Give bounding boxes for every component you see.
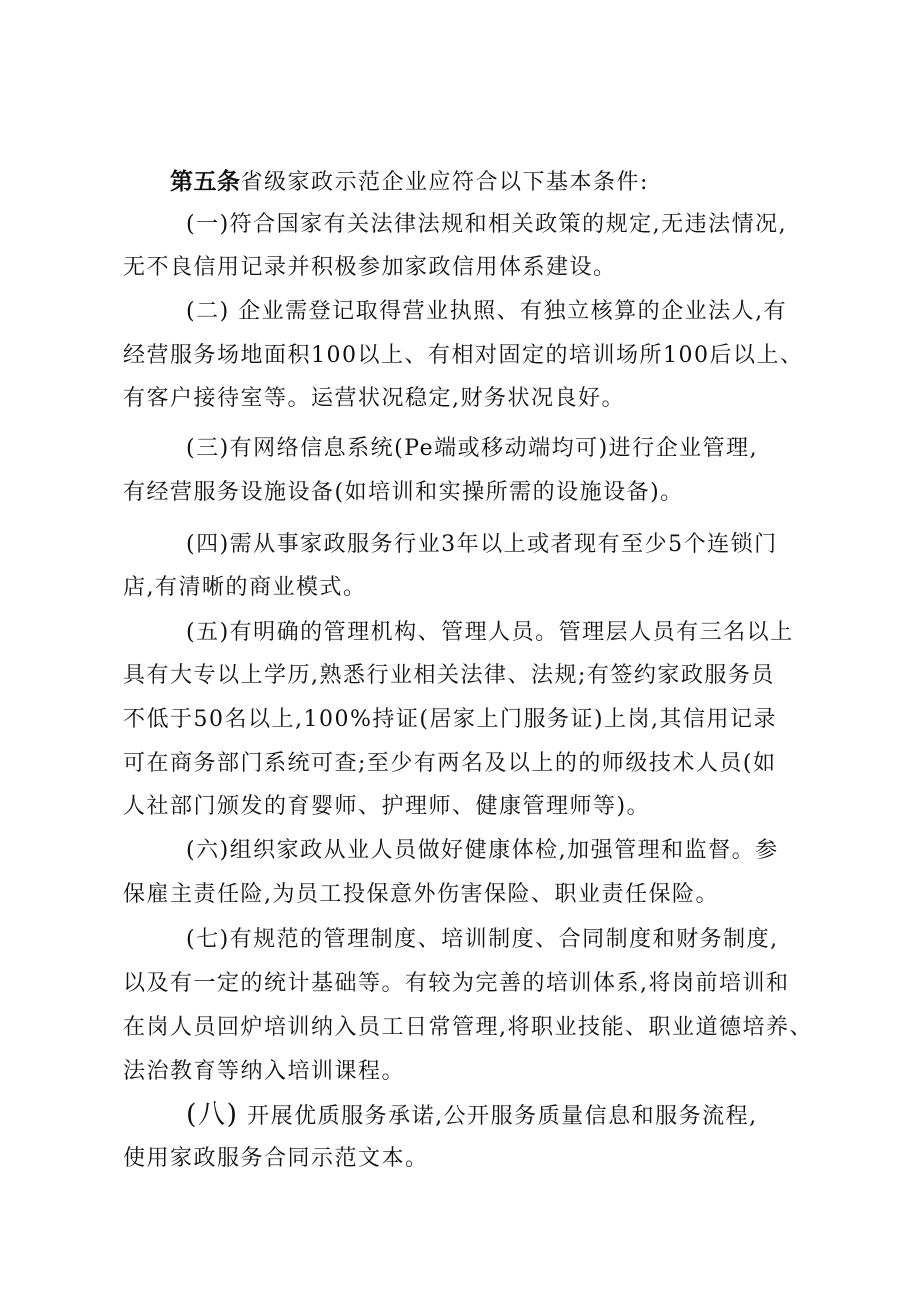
item-4-line-1: (四)需从事家政服务行业3年以上或者现有至少5个连锁门 (186, 532, 778, 557)
item-8-line-1 (186, 1100, 758, 1132)
item-5-line-1: (五)有明确的管理机构、管理人员。管理层人员有三名以上 (186, 620, 794, 645)
item-5-line-2: 具有大专以上学历,熟悉行业相关法律、法规;有签约家政服务员 (123, 663, 775, 688)
item-7-line-2: 以及有一定的统计基础等。有较为完善的培训体系,将岗前培训和 (123, 971, 790, 996)
item-8-line-1-text: 开展优质服务承诺,公开服务质量信息和服务流程, (238, 1104, 758, 1129)
item-1-line-2: 无不良信用记录并积极参加家政信用体系建设。 (123, 255, 617, 280)
item-2-line-1: (二) 企业需登记取得营业执照、有独立核算的企业法人,有 (186, 299, 788, 324)
item-2-line-3: 有客户接待室等。运营状况稳定,财务状况良好。 (123, 386, 625, 411)
item-5-line-5: 人社部门颁发的育婴师、护理师、健康管理师等)。 (123, 794, 651, 819)
item-1-line-1: (一)符合国家有关法律法规和相关政策的规定,无违法情况, (186, 212, 788, 237)
item-5-line-3: 不低于50名以上,100%持证(居家上门服务证)上岗,其信用记录 (123, 707, 778, 732)
item-8-number: (八) (186, 1099, 239, 1130)
item-5-line-4: 可在商务部门系统可查;至少有两名及以上的的师级技术人员(如 (123, 751, 777, 776)
item-6-line-1: (六)组织家政从业人员做好健康体检,加强管理和监督。参 (186, 838, 779, 863)
item-2-line-2: 经营服务场地面积100以上、有相对固定的培训场所100后以上、 (123, 343, 804, 368)
article-heading (170, 167, 649, 198)
item-3-line-1: (三)有网络信息系统(Pe端或移动端均可)进行企业管理, (186, 436, 759, 461)
item-8-line-2: 使用家政服务合同示范文本。 (123, 1146, 429, 1171)
article-heading-text: 省级家政示范企业应符合以下基本条件: (240, 170, 649, 195)
item-7-line-3: 在岗人员回炉培训纳入员工日常管理,将职业技能、职业道德培养、 (123, 1015, 813, 1040)
item-4-line-2: 店,有清晰的商业模式。 (123, 575, 367, 600)
item-7-line-1: (七)有规范的管理制度、培训制度、合同制度和财务制度, (186, 927, 779, 952)
item-3-line-2: 有经营服务设施设备(如培训和实操所需的设施设备)。 (123, 480, 684, 505)
item-7-line-4: 法治教育等纳入培训课程。 (123, 1059, 406, 1084)
article-number: 第五条 (170, 169, 241, 195)
item-6-line-2: 保雇主责任险,为员工投保意外伤害保险、职业责任保险。 (123, 882, 719, 907)
